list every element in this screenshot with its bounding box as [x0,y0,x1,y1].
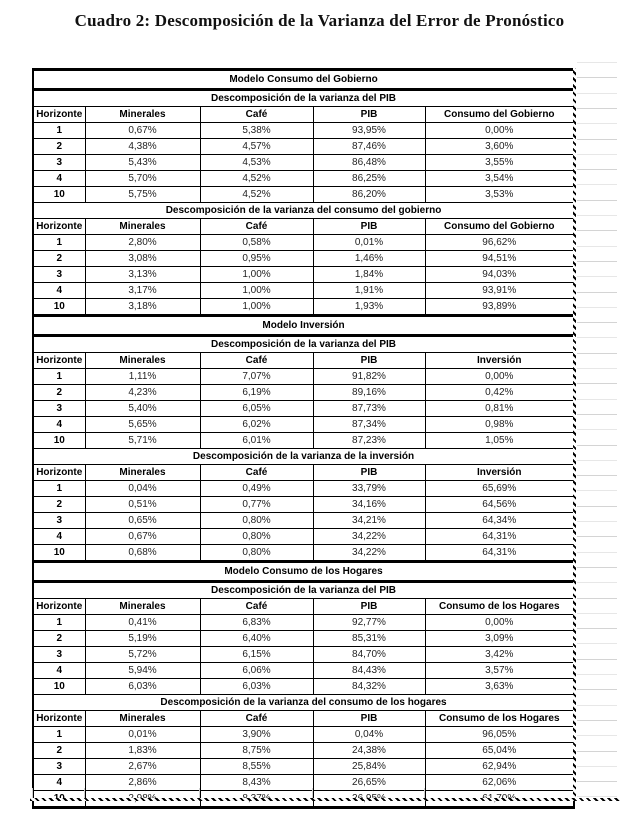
table-row [33,139,574,155]
gridline [577,93,617,94]
table-row [33,545,574,562]
column-header-row [33,711,574,727]
gridline [577,613,617,614]
value-cell: 0,04% [85,481,200,497]
horizon-cell: 2 [33,139,85,155]
value-cell: 5,72% [85,647,200,663]
value-cell: 5,19% [85,631,200,647]
column-header-cell: Café [200,599,313,615]
value-cell: 0,80% [200,513,313,529]
column-header-cell: Horizonte [33,107,85,123]
column-header-cell: Horizonte [33,599,85,615]
gridline [577,506,617,507]
value-cell: 86,20% [313,187,425,203]
subtable-title-row [33,336,574,353]
gridline [577,246,617,247]
gridline [577,62,617,63]
value-cell: 93,89% [425,299,574,316]
table-row [33,679,574,695]
value-cell: 62,06% [425,775,574,791]
value-cell: 1,91% [313,283,425,299]
table-row [33,283,574,299]
value-cell: 0,49% [200,481,313,497]
value-cell: 8,75% [200,743,313,759]
horizon-cell: 1 [33,369,85,385]
value-cell: 8,55% [200,759,313,775]
horizon-cell: 3 [33,513,85,529]
gridline [577,139,617,140]
column-header-row [33,107,574,123]
value-cell: 3,18% [85,299,200,316]
value-cell: 4,57% [200,139,313,155]
table-row [33,513,574,529]
gridline [577,643,617,644]
value-cell: 6,05% [200,401,313,417]
column-header-row [33,599,574,615]
gridline [577,215,617,216]
value-cell: 6,06% [200,663,313,679]
horizon-cell: 1 [33,481,85,497]
model-header-row [33,562,574,582]
horizon-cell: 3 [33,401,85,417]
value-cell: 87,34% [313,417,425,433]
value-cell: 62,94% [425,759,574,775]
value-cell: 3,17% [85,283,200,299]
value-cell: 6,40% [200,631,313,647]
value-cell: 64,31% [425,545,574,562]
column-header-cell: Minerales [85,219,200,235]
gridline [577,123,617,124]
value-cell: 6,02% [200,417,313,433]
value-cell: 1,46% [313,251,425,267]
horizon-cell: 3 [33,155,85,171]
value-cell: 87,46% [313,139,425,155]
value-cell: 3,13% [85,267,200,283]
value-cell: 0,68% [85,545,200,562]
value-cell: 6,01% [200,433,313,449]
gridline [577,307,617,308]
value-cell: 6,03% [200,679,313,695]
value-cell: 64,56% [425,497,574,513]
gridline [577,154,617,155]
gridline [577,353,617,354]
value-cell: 3,90% [200,727,313,743]
gridline [577,536,617,537]
column-header-cell: Horizonte [33,353,85,369]
horizon-cell: 4 [33,171,85,187]
value-cell: 4,53% [200,155,313,171]
model-title-cell: Modelo Consumo del Gobierno [33,70,574,90]
table-row [33,631,574,647]
table-row [33,433,574,449]
value-cell: 0,51% [85,497,200,513]
value-cell: 93,91% [425,283,574,299]
value-cell: 34,22% [313,545,425,562]
column-header-cell: Minerales [85,465,200,481]
gridline [577,766,617,767]
column-header-row [33,219,574,235]
column-header-cell: Consumo de los Hogares [425,599,574,615]
table-row [33,663,574,679]
table-row [33,497,574,513]
subtable-title-cell: Descomposición de la varianza del PIB [33,336,574,353]
horizon-cell: 4 [33,663,85,679]
value-cell: 65,69% [425,481,574,497]
model-title-cell: Modelo Inversión [33,316,574,336]
value-cell: 1,93% [313,299,425,316]
gridline [577,230,617,231]
value-cell: 24,38% [313,743,425,759]
value-cell: 5,38% [200,123,313,139]
table-row [33,759,574,775]
value-cell: 8,43% [200,775,313,791]
table-caption: Cuadro 2: Descomposición de la Varianza del Error de Pronóstico [74,11,565,30]
value-cell: 93,95% [313,123,425,139]
horizon-cell: 10 [33,187,85,203]
gridline [577,689,617,690]
horizon-cell: 4 [33,417,85,433]
value-cell: 3,57% [425,663,574,679]
value-cell: 3,09% [425,631,574,647]
column-header-row [33,465,574,481]
gridline [577,383,617,384]
gridline [577,475,617,476]
gridline [577,720,617,721]
column-header-row [33,353,574,369]
column-header-cell: Café [200,711,313,727]
selection-marching-ants-right [573,68,576,801]
horizon-cell: 2 [33,385,85,401]
table-row [33,615,574,631]
value-cell: 5,94% [85,663,200,679]
value-cell: 1,00% [200,283,313,299]
subtable-title-cell: Descomposición de la varianza de la inversión [33,449,574,465]
value-cell: 6,15% [200,647,313,663]
table-row [33,481,574,497]
model-header-row [33,70,574,90]
column-header-cell: Horizonte [33,219,85,235]
value-cell: 34,16% [313,497,425,513]
column-header-cell: PIB [313,599,425,615]
value-cell: 4,52% [200,187,313,203]
value-cell: 0,00% [425,615,574,631]
value-cell: 0,41% [85,615,200,631]
value-cell: 0,67% [85,123,200,139]
value-cell: 33,79% [313,481,425,497]
table-row [33,267,574,283]
value-cell: 4,23% [85,385,200,401]
value-cell: 25,84% [313,759,425,775]
value-cell: 96,62% [425,235,574,251]
value-cell: 96,05% [425,727,574,743]
table-row [33,299,574,316]
subtable-title-cell: Descomposición de la varianza del PIB [33,90,574,107]
table-row [33,647,574,663]
gridline [577,521,617,522]
gridline [577,261,617,262]
horizon-cell: 10 [33,299,85,316]
subtable-title-row [33,582,574,599]
column-header-cell: PIB [313,219,425,235]
gridline [577,337,617,338]
table-row [33,123,574,139]
gridline [577,108,617,109]
gridline [577,582,617,583]
spreadsheet-gridlines [577,55,617,803]
gridline [577,399,617,400]
gridline [577,796,617,797]
gridline [577,781,617,782]
value-cell: 34,21% [313,513,425,529]
table-row [33,251,574,267]
value-cell: 1,84% [313,267,425,283]
table-row [33,417,574,433]
horizon-cell: 3 [33,267,85,283]
horizon-cell: 2 [33,251,85,267]
column-header-cell: PIB [313,353,425,369]
table-row [33,529,574,545]
value-cell: 3,42% [425,647,574,663]
column-header-cell: Café [200,219,313,235]
horizon-cell: 4 [33,529,85,545]
gridline [577,184,617,185]
gridline [577,77,617,78]
value-cell: 86,48% [313,155,425,171]
table-row [33,171,574,187]
table-row [33,235,574,251]
variance-decomposition-table [32,68,575,809]
value-cell: 6,03% [85,679,200,695]
value-cell: 3,55% [425,155,574,171]
value-cell: 0,42% [425,385,574,401]
variance-table-body [33,70,574,808]
gridline [577,445,617,446]
value-cell: 1,00% [200,299,313,316]
column-header-cell: Minerales [85,353,200,369]
horizon-cell: 3 [33,759,85,775]
value-cell: 91,82% [313,369,425,385]
value-cell: 7,07% [200,369,313,385]
value-cell: 94,03% [425,267,574,283]
value-cell: 3,54% [425,171,574,187]
gridline [577,169,617,170]
column-header-cell: Horizonte [33,711,85,727]
horizon-cell: 1 [33,123,85,139]
model-title-cell: Modelo Consumo de los Hogares [33,562,574,582]
value-cell: 1,00% [200,267,313,283]
value-cell: 0,01% [313,235,425,251]
value-cell: 26,65% [313,775,425,791]
value-cell: 4,38% [85,139,200,155]
value-cell: 0,81% [425,401,574,417]
value-cell: 5,75% [85,187,200,203]
horizon-cell: 3 [33,647,85,663]
column-header-cell: Café [200,107,313,123]
value-cell: 6,83% [200,615,313,631]
gridline [577,292,617,293]
value-cell: 0,65% [85,513,200,529]
table-row [33,155,574,171]
value-cell: 84,43% [313,663,425,679]
gridline [577,490,617,491]
value-cell: 0,98% [425,417,574,433]
gridline [577,552,617,553]
value-cell: 2,86% [85,775,200,791]
gridline [577,429,617,430]
value-cell: 5,65% [85,417,200,433]
gridline [577,200,617,201]
value-cell: 84,32% [313,679,425,695]
value-cell: 0,00% [425,123,574,139]
value-cell: 4,52% [200,171,313,187]
horizon-cell: 2 [33,631,85,647]
value-cell: 92,77% [313,615,425,631]
value-cell: 1,05% [425,433,574,449]
gridline [577,368,617,369]
value-cell: 34,22% [313,529,425,545]
gridline [577,276,617,277]
table-row [33,385,574,401]
horizon-cell: 1 [33,235,85,251]
horizon-cell: 1 [33,615,85,631]
subtable-title-cell: Descomposición de la varianza del consumo de los hogares [33,695,574,711]
value-cell: 86,25% [313,171,425,187]
value-cell: 5,70% [85,171,200,187]
gridline [577,460,617,461]
horizon-cell: 10 [33,545,85,562]
value-cell: 0,77% [200,497,313,513]
gridline [577,414,617,415]
value-cell: 1,11% [85,369,200,385]
value-cell: 0,01% [85,727,200,743]
selection-marching-ants-bottom [30,798,620,801]
table-row [33,369,574,385]
value-cell: 5,43% [85,155,200,171]
value-cell: 0,04% [313,727,425,743]
gridline [577,751,617,752]
value-cell: 5,40% [85,401,200,417]
column-header-cell: Café [200,465,313,481]
gridline [577,598,617,599]
column-header-cell: Consumo del Gobierno [425,107,574,123]
value-cell: 1,83% [85,743,200,759]
gridline [577,567,617,568]
column-header-cell: Minerales [85,599,200,615]
value-cell: 3,60% [425,139,574,155]
value-cell: 0,67% [85,529,200,545]
subtable-title-cell: Descomposición de la varianza del PIB [33,582,574,599]
value-cell: 5,71% [85,433,200,449]
gridline [577,674,617,675]
value-cell: 0,80% [200,529,313,545]
horizon-cell: 2 [33,497,85,513]
gridline [577,735,617,736]
column-header-cell: Inversión [425,353,574,369]
value-cell: 85,31% [313,631,425,647]
value-cell: 64,31% [425,529,574,545]
column-header-cell: Minerales [85,711,200,727]
value-cell: 89,16% [313,385,425,401]
column-header-cell: Inversión [425,465,574,481]
horizon-cell: 10 [33,679,85,695]
horizon-cell: 1 [33,727,85,743]
subtable-title-row [33,695,574,711]
column-header-cell: Horizonte [33,465,85,481]
horizon-cell: 10 [33,433,85,449]
column-header-cell: PIB [313,465,425,481]
subtable-title-cell: Descomposición de la varianza del consumo del gobierno [33,203,574,219]
table-row [33,401,574,417]
gridline [577,322,617,323]
column-header-cell: Minerales [85,107,200,123]
column-header-cell: Consumo de los Hogares [425,711,574,727]
table-row [33,187,574,203]
value-cell: 6,19% [200,385,313,401]
column-header-cell: PIB [313,107,425,123]
column-header-cell: Café [200,353,313,369]
value-cell: 3,63% [425,679,574,695]
value-cell: 65,04% [425,743,574,759]
horizon-cell: 4 [33,283,85,299]
value-cell: 2,67% [85,759,200,775]
value-cell: 94,51% [425,251,574,267]
subtable-title-row [33,203,574,219]
horizon-cell: 2 [33,743,85,759]
gridline [577,628,617,629]
gridline [577,705,617,706]
value-cell: 0,95% [200,251,313,267]
value-cell: 64,34% [425,513,574,529]
column-header-cell: Consumo del Gobierno [425,219,574,235]
value-cell: 2,80% [85,235,200,251]
gridline [577,659,617,660]
value-cell: 0,00% [425,369,574,385]
value-cell: 3,53% [425,187,574,203]
column-header-cell: PIB [313,711,425,727]
model-header-row [33,316,574,336]
value-cell: 84,70% [313,647,425,663]
subtable-title-row [33,90,574,107]
value-cell: 3,08% [85,251,200,267]
horizon-cell: 4 [33,775,85,791]
value-cell: 0,58% [200,235,313,251]
subtable-title-row [33,449,574,465]
value-cell: 87,23% [313,433,425,449]
table-row [33,743,574,759]
value-cell: 0,80% [200,545,313,562]
value-cell: 87,73% [313,401,425,417]
table-row [33,727,574,743]
